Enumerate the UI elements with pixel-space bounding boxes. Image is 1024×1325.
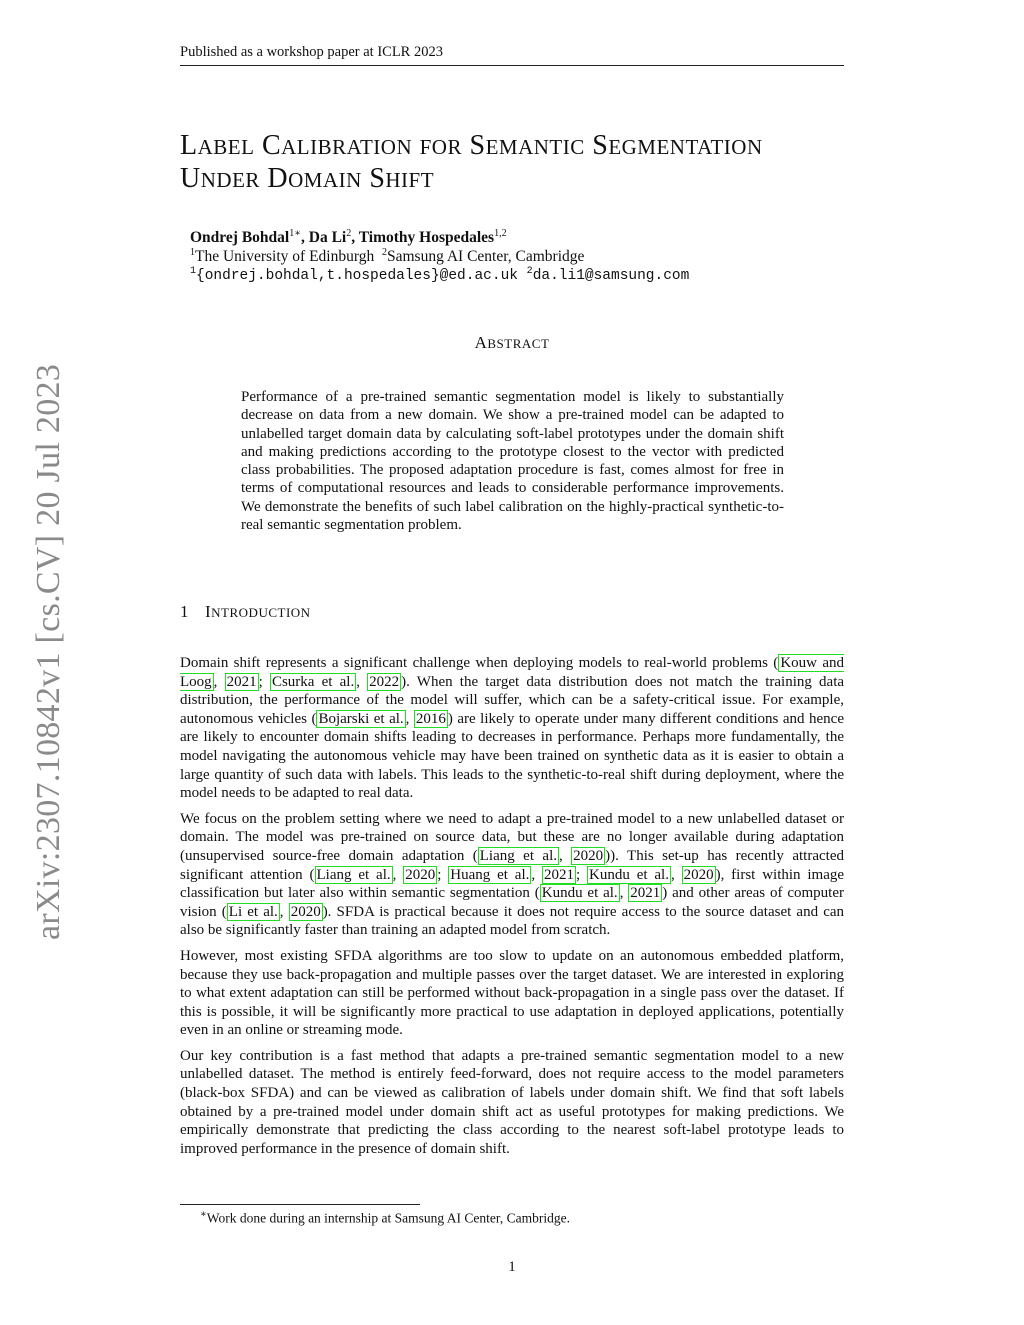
- affiliation: Samsung AI Center, Cambridge: [386, 248, 585, 266]
- citation-link[interactable]: Liang et al.: [316, 866, 391, 883]
- citation-link[interactable]: 2022: [369, 673, 400, 690]
- author-emails: [190, 266, 689, 284]
- title-line-2: [180, 163, 860, 196]
- citation-link[interactable]: Kouw and Loog: [180, 655, 844, 690]
- author-name: Timothy Hospedales: [358, 229, 495, 247]
- title-word-rest: EGMENTATION: [608, 135, 763, 159]
- title-word-rest: ALIBRATION: [281, 135, 413, 159]
- citation-link[interactable]: Bojarski et al.: [318, 710, 404, 727]
- author-name: Ondrej Bohdal: [190, 229, 290, 247]
- title-word-initial: S: [469, 130, 486, 161]
- title-word: [267, 163, 361, 194]
- title-word: [420, 130, 462, 161]
- affiliations: [190, 247, 584, 266]
- title-word: [262, 130, 412, 161]
- header-rule: [180, 65, 844, 66]
- title-word-initial: L: [180, 130, 198, 161]
- footnote-rule: [180, 1204, 420, 1205]
- title-word-initial: U: [180, 163, 201, 194]
- affil-sup: 2: [381, 247, 387, 258]
- footnote-marker: ∗: [200, 1209, 207, 1220]
- body-paragraph: Our key contribution is a fast method that adapts a pre-trained semantic segmentation model to a new unlabelled dataset. The method is entirely feed-forward, does not require access to the model parameters (black-box SFDA) and can be viewed as calibration of labels under domain shift. We find that soft labels obtained by a pre-trained model under domain shift act as useful prototypes for making predictions. We empirically demonstrate that predicting the class according to the nearest soft-label prototype leads to improved performance in the presence of domain shift.: [180, 1047, 844, 1157]
- footnote: [200, 1209, 570, 1227]
- abstract-heading-rest: BSTRACT: [487, 336, 550, 351]
- title-word-initial: S: [592, 130, 609, 161]
- title-word-rest: NDER: [200, 168, 260, 192]
- author-list: Ondrej Bohdal$^{1∗}$, Da Li$^2$, Timothy Hospedales$^{1,2}$: [190, 228, 507, 247]
- running-header: Published as a workshop paper at ICLR 2023: [180, 44, 443, 60]
- section-heading-introduction: [180, 602, 311, 622]
- title-word-rest: HIFT: [385, 168, 435, 192]
- body-paragraph: However, most existing SFDA algorithms are too slow to update on an autonomous embedded platform, because they use back-propagation and multiple passes over the target dataset. We are interested in exploring to what extent adaptation can still be performed without back-propagation in a single pass over the dataset. If this is possible, it will be significantly more practical to use adaptation in deployed applications, potentially even in an online or streaming mode.: [180, 947, 844, 1039]
- paper-title: [180, 130, 860, 196]
- affil-sup: 1: [190, 247, 195, 258]
- email-sup: 1: [190, 266, 197, 277]
- title-word-rest: ABEL: [197, 135, 255, 159]
- citation-link[interactable]: 2021: [226, 673, 257, 690]
- citation-link[interactable]: Li et al.: [228, 903, 278, 920]
- citation-link[interactable]: 2020: [290, 903, 321, 920]
- body-paragraph: We focus on the problem setting where we need to adapt a pre-trained model to a new unlabelled dataset or domain. The model was pre-trained on source data, but these are no longer available during adaptation (unsupervised source-free domain adaptation ( Liang et al. , 2020 )). This set-up has recently attracted significant attention ( Liang et al. , 2020 ; Huang et al. , 2021 ; Kundu et al. , 2020 ), first within image classification but later also within semantic segmentation ( Kundu et al. , 2021 ) and other areas of computer vision ( Li et al. , 2020 ). SFDA is practical because it does not require access to the source dataset and can also be significantly faster than training an adapted model from scratch.: [180, 810, 845, 939]
- title-line-1: [180, 130, 860, 163]
- author-name: Da Li: [308, 229, 347, 247]
- author-sup: 1∗: [289, 228, 301, 239]
- title-word: [180, 163, 260, 194]
- title-word-initial: S: [369, 163, 386, 194]
- section-number: 1: [180, 602, 189, 621]
- title-word-rest: FOR: [419, 135, 462, 159]
- affiliation: The University of Edinburgh: [195, 248, 375, 266]
- body-paragraph: Domain shift represents a significant challenge when deploying models to real-world problems ( Kouw and Loog , 2021 ; Csurka et al. , 2022 ). When the target data distribution does not match the training data distribution, the performance of the model will suffer, which can be a safety-critical issue. For example, autonomous vehicles ( Bojarski et al. , 2016 ) are likely to operate under many different conditions and hence are likely to encounter domain shifts leading to decreases in performance. Perhaps more fundamentally, the model navigating the autonomous vehicle may have been trained on synthetic data as it is easier to obtain a large quantity of such data with labels. This leads to the synthetic-to-real shift during deployment, where the model needs to be adapted to real data.: [180, 655, 845, 802]
- title-word-rest: OMAIN: [288, 168, 362, 192]
- citation-link[interactable]: 2016: [415, 710, 446, 727]
- citation-link[interactable]: 2021: [543, 866, 574, 883]
- citation-link[interactable]: Kundu et al.: [541, 885, 618, 902]
- title-word: [369, 163, 434, 194]
- introduction-body: [180, 654, 844, 1165]
- citation-link[interactable]: 2020: [405, 866, 436, 883]
- title-word-rest: EMANTIC: [485, 135, 585, 159]
- footnote-text: Work done during an internship at Samsung AI Center, Cambridge.: [206, 1210, 570, 1226]
- citation-link[interactable]: 2020: [573, 847, 604, 864]
- email-sup: 2: [526, 266, 533, 277]
- email-link[interactable]: da.li1@samsung.com: [532, 267, 690, 284]
- author-sup: 2: [346, 228, 352, 239]
- abstract-text: Performance of a pre-trained semantic segmentation model is likely to substantially decrease on data from a new domain. We show a pre-trained model can be adapted to unlabelled target domain data by calculating soft-label prototypes under the domain shift and making predictions according to the prototype closest to the vector with predicted class probabilities. The proposed adaptation procedure is fast, comes almost for free in terms of computational resources and leads to considerable performance improvements. We demonstrate the benefits of such label calibration on the highly-practical synthetic-to-real semantic segmentation problem.: [241, 389, 784, 534]
- section-heading-rest: NTRODUCTION: [211, 605, 311, 620]
- abstract-heading-initial: A: [474, 333, 488, 352]
- citation-link[interactable]: Csurka et al.: [271, 673, 355, 690]
- citation-link[interactable]: Huang et al.: [450, 866, 530, 883]
- arxiv-stamp: arXiv:2307.10842v1 [cs.CV] 20 Jul 2023: [30, 363, 67, 940]
- title-word-initial: D: [267, 163, 289, 194]
- citation-link[interactable]: Kundu et al.: [589, 866, 669, 883]
- author-sup: 1,2: [494, 228, 507, 239]
- citation-link[interactable]: 2021: [630, 885, 661, 902]
- title-word-initial: C: [261, 130, 282, 161]
- title-word: [469, 130, 584, 161]
- title-word: [592, 130, 762, 161]
- page-number: 1: [508, 1259, 516, 1275]
- email-link[interactable]: {ondrej.bohdal,t.hospedales}@ed.ac.uk: [196, 267, 518, 284]
- citation-link[interactable]: Liang et al.: [479, 847, 557, 864]
- abstract-heading: [0, 333, 1024, 353]
- title-word: [180, 130, 254, 161]
- section-heading-initial: I: [205, 602, 212, 621]
- citation-link[interactable]: 2020: [683, 866, 714, 883]
